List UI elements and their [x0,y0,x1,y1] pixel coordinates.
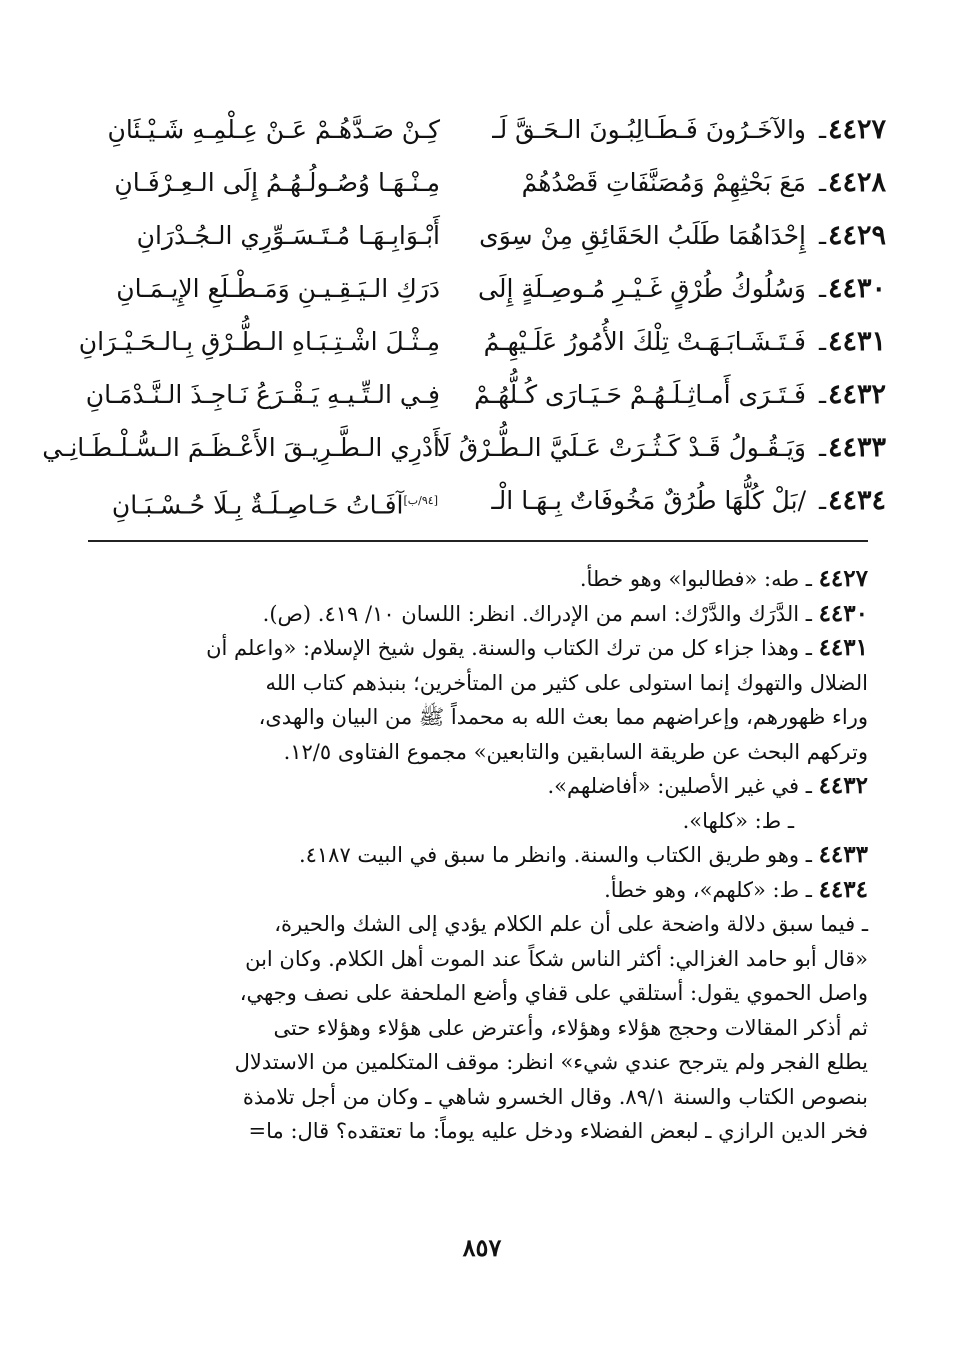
verse-second-hemistich: مِـنْـهَـا وُصُـولُـهُـمُ إِلَى الـعِـرْفَـانِ [114,168,440,197]
verse-number: ٤٤٢٩ [828,220,887,251]
footnotes-block [82,562,868,1149]
verse-number: ٤٤٣٢ [828,379,887,410]
footnote-line [82,769,868,804]
footnote-number: ٤٤٣٤ [818,875,868,903]
footnote-line: الضلال والتهوك إنما استولى على كثير من المتأخرين؛ بنبذهم كتاب الله [265,670,868,695]
footnote-separator [88,540,868,542]
verse-first-hemistich: وَيَـقُـولُ قَـدْ كَـثُـرَتْ عَـلَيَّ الـطُّـرْقُ لَا [436,433,806,462]
footnote-number: ٤٤٣٣ [818,841,868,868]
verse-first-hemistich: فَـتَـرَى أَمـاثِـلَـهُـمْ حَـيَـارَى كُـلُّهُـمْ [474,380,806,409]
verse-number: ٤٤٣٣ [828,432,887,463]
footnote-line: ثم أذكر المقالات وحجج هؤلاء وهؤلاء، وأعترض على هؤلاء وهؤلاء حتى [273,1015,868,1040]
verse-second-hemistich: دَرَكِ الـيَـقِـيـنِ وَمَـطْـلَعِ الإِيـمَـانِ [116,274,440,303]
footnote-line: ـ ط: «كلها». [682,808,794,833]
footnote-line [82,838,868,873]
verse-dash: ـ [818,275,826,303]
verse-row [60,320,890,373]
manuscript-folio-mark: [٩٤/ب] [403,494,438,507]
verse-first-hemistich: مَعَ بَحْثِهِمْ وَمُصَنَّفَاتِ قَصْدُهُمْ [521,168,806,197]
verses-block [42,108,890,532]
verse-row [60,214,890,267]
verse-row [42,426,890,479]
verse-second-hemistich [60,479,440,527]
footnote-line: ـ فيما سبق دلالة واضحة على أن علم الكلام يؤدي إلى الشك والحيرة، [274,912,868,936]
verse-first-hemistich: وَسُلُوكُ طُرْقٍ غَـيْـرِ مُـوصِـلَةٍ إِلَى [477,274,806,303]
verse-dash: ـ [818,487,826,515]
verse-row [60,373,890,426]
verse-dash: ـ [818,116,826,144]
verse-number: ٤٤٣١ [828,326,887,357]
footnote-line: وتركهم البحث عن طريقة السابقين والتابعين» مجموع الفتاوى ١٢/٥. [283,739,868,764]
footnote-line: وراء ظهورهم، وإعراضهم مما بعث الله به محمداً ﷺ من البيان والهدى، [258,705,868,729]
verse-number: ٤٤٢٨ [828,167,887,198]
verse-first-hemistich: فَـتَـشَـابَـهَـتْ تِلْكَ الأُمُورُ عَلَـيْهِـمُ [483,327,806,356]
verse-dash: ـ [818,328,826,356]
footnote-line: واصل الحموي يقول: أستلقي على قفاي وأضع الملحفة على نصف وجهي، [239,981,868,1005]
footnote-line: «قال أبو حامد الغزالي: أكثر الناس شكاً عند الموت أهل الكلام. وكان ابن [245,946,868,971]
verse-row [60,267,890,320]
footnote-text: ـ طه: «فطالبوا» وهو خطأ. [579,567,812,591]
verse-second-hemistich: أَبْـوَابِـهَـا مُـتَـسَـوِّرِي الـجُـدْرَانِ [136,221,440,250]
verse-second-hemistich: أَدْرِي الـطَّـرِيـقَ الأَعْـظَـمَ الـسُّـلْـطَـانِـي [42,433,440,462]
footnote-text: ـ في غير الأصلين: «أفاضلهم». [547,774,812,798]
verse-dash: ـ [818,381,826,409]
verse-dash: ـ [818,169,826,197]
verse-number: ٤٤٣٤ [828,485,887,516]
verse-dash: ـ [818,222,826,250]
verse-second-hemistich: مِـثْـلَ اشْـتِـبَـاهِ الـطُّـرْقِ بِـالـحَـيْـرَانِ [78,327,440,356]
verse-number: ٤٤٣٠ [828,273,887,304]
footnote-number: ٤٤٣٠ [818,599,868,627]
verse-first-hemistich: إِحْدَاهُمَا طَلَبُ الحَقَائِقِ مِنْ سِوَى [479,221,806,250]
footnote-text: ـ وهذا جزاء كل من ترك الكتاب والسنة. يقول شيخ الإسلام: «واعلم أن [206,636,812,660]
verse-dash: ـ [818,434,826,462]
verse-row [60,479,890,532]
page-number: ٨٥٧ [462,1233,502,1262]
verse-number: ٤٤٢٧ [828,114,887,145]
footnote-line [82,562,868,597]
footnote-text: ـ ط: «كلهم»، وهو خطأ. [604,877,812,902]
verse-first-hemistich: والآخَـرُونَ فَـطَـالِبُـونَ الـحَـقَّ لَـ [492,115,806,144]
verse-second-text: آفَـاتُ حَـاصِـلَـةٌ بِـلَا حُـسْـبَـانِ [111,490,404,520]
footnote-line: بنصوص الكتاب والسنة ٨٩/١. وقال الخسرو شاهي ـ وكان من أجل تلامذة [242,1084,868,1109]
footnote-number: ٤٤٢٧ [818,565,868,592]
verse-second-hemistich: فِـي الـتِّـيـهِ يَـقْـرَعُ نَـاجِـذَ الـنَّـدْمَـانِ [85,380,440,409]
footnote-number: ٤٤٣٢ [818,772,868,799]
verse-row [60,108,890,161]
footnote-line [82,873,868,908]
footnote-text: ـ الدَّرَك والدَّرْك: اسم من الإدراك. انظر: اللسان ١٠/ ٤١٩. (ص). [262,601,812,626]
footnote-line [82,597,868,632]
footnote-line: فخر الدين الرازي ـ لبعض الفضلاء ودخل عليه يوماً: ما تعتقده؟ قال: ما= [248,1119,868,1143]
footnote-number: ٤٤٣١ [818,634,868,661]
footnote-line: يطلع الفجر ولم يترجح عندي شيء» انظر: موقف المتكلمين من الاستدلال [234,1050,868,1074]
verse-second-hemistich: كِـنْ صَـدَّهُـمْ عَـنْ عِـلْمِـهِ شَـيْـئَانِ [107,115,440,144]
footnote-line [82,631,868,666]
footnote-text: ـ وهو طريق الكتاب والسنة. وانظر ما سبق في البيت ٤١٨٧. [298,843,812,867]
verse-row [60,161,890,214]
verse-first-hemistich: /بَلْ كُلُّهَا طُرُقٌ مَخُوفَاتٌ بِـهَـا الْـ [491,486,806,515]
